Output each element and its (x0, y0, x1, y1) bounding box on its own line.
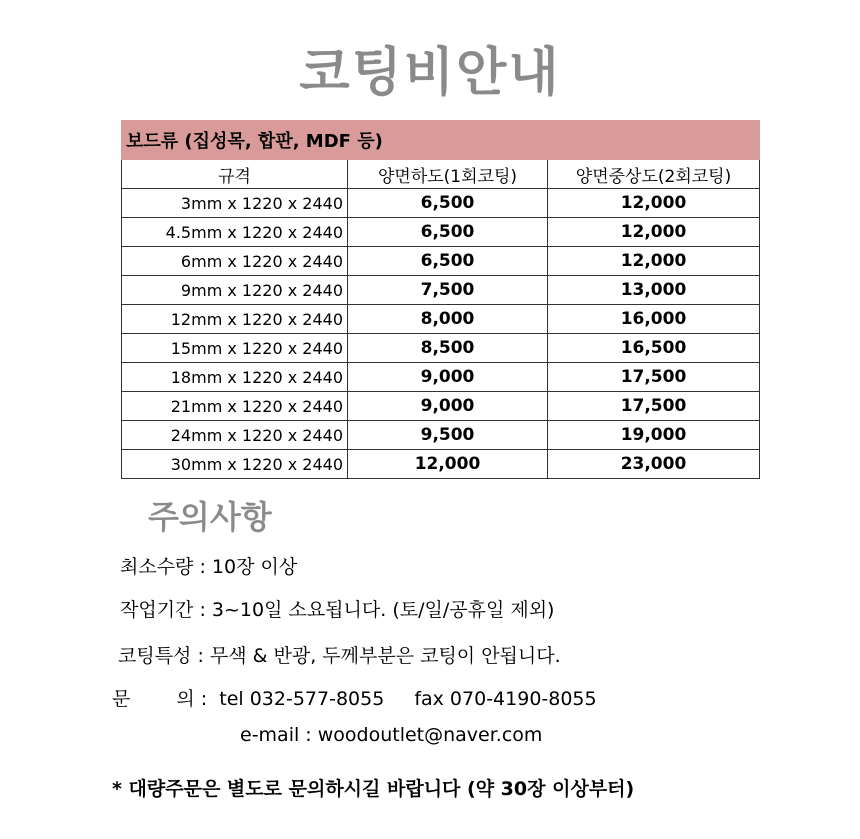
row-price-2coat: 16,500 (548, 334, 760, 363)
contact-email: e-mail : woodoutlet@naver.com (240, 724, 543, 746)
contact-tel: tel 032-577-8055 (219, 688, 385, 710)
page-title: 코팅비안내 (299, 43, 561, 103)
row-price-1coat: 9,500 (348, 421, 548, 450)
row-price-1coat: 6,500 (348, 218, 548, 247)
row-spec: 30mm x 1220 x 2440 (122, 450, 348, 479)
header-price-1coat: 양면하도(1회코팅) (348, 160, 548, 189)
header-price-2coat: 양면중상도(2회코팅) (548, 160, 760, 189)
contact-label-2: 의 : (176, 688, 208, 710)
row-price-2coat: 23,000 (548, 450, 760, 479)
row-price-1coat: 9,000 (348, 363, 548, 392)
table-row (122, 334, 760, 363)
row-price-1coat: 12,000 (348, 450, 548, 479)
table-row (122, 392, 760, 421)
header-row (122, 160, 760, 189)
row-price-2coat: 16,000 (548, 305, 760, 334)
row-price-1coat: 7,500 (348, 276, 548, 305)
notice-min-qty: 최소수량 : 10장 이상 (120, 556, 298, 578)
table-row (122, 247, 760, 276)
table-row (122, 189, 760, 218)
notice-bulk-order: * 대량주문은 별도로 문의하시길 바랍니다 (약 30장 이상부터) (112, 778, 635, 800)
row-price-1coat: 6,500 (348, 247, 548, 276)
row-spec: 12mm x 1220 x 2440 (122, 305, 348, 334)
row-price-2coat: 19,000 (548, 421, 760, 450)
row-spec: 4.5mm x 1220 x 2440 (122, 218, 348, 247)
row-spec: 21mm x 1220 x 2440 (122, 392, 348, 421)
category-row (122, 121, 760, 160)
notice-period: 작업기간 : 3~10일 소요됩니다. (토/일/공휴일 제외) (120, 599, 555, 621)
header-spec: 규격 (122, 160, 348, 189)
row-price-1coat: 9,000 (348, 392, 548, 421)
contact-label-1: 문 (112, 688, 131, 710)
notice-coating: 코팅특성 : 무색 & 반광, 두께부분은 코팅이 안됩니다. (118, 645, 561, 667)
row-price-1coat: 6,500 (348, 189, 548, 218)
row-spec: 9mm x 1220 x 2440 (122, 276, 348, 305)
category-label: 보드류 (집성목, 합판, MDF 등) (122, 121, 760, 160)
table-row (122, 450, 760, 479)
notice-contact (112, 684, 597, 711)
table-row (122, 363, 760, 392)
notice-title: 주의사항 (148, 498, 272, 536)
row-spec: 24mm x 1220 x 2440 (122, 421, 348, 450)
contact-fax: fax 070-4190-8055 (414, 688, 597, 710)
table-row (122, 305, 760, 334)
row-spec: 6mm x 1220 x 2440 (122, 247, 348, 276)
row-price-2coat: 12,000 (548, 247, 760, 276)
price-table (121, 120, 760, 479)
table-row (122, 218, 760, 247)
row-price-2coat: 17,500 (548, 392, 760, 421)
table-row (122, 421, 760, 450)
row-spec: 15mm x 1220 x 2440 (122, 334, 348, 363)
row-price-1coat: 8,000 (348, 305, 548, 334)
row-spec: 18mm x 1220 x 2440 (122, 363, 348, 392)
row-spec: 3mm x 1220 x 2440 (122, 189, 348, 218)
row-price-2coat: 12,000 (548, 218, 760, 247)
row-price-1coat: 8,500 (348, 334, 548, 363)
table-row (122, 276, 760, 305)
row-price-2coat: 12,000 (548, 189, 760, 218)
row-price-2coat: 13,000 (548, 276, 760, 305)
row-price-2coat: 17,500 (548, 363, 760, 392)
